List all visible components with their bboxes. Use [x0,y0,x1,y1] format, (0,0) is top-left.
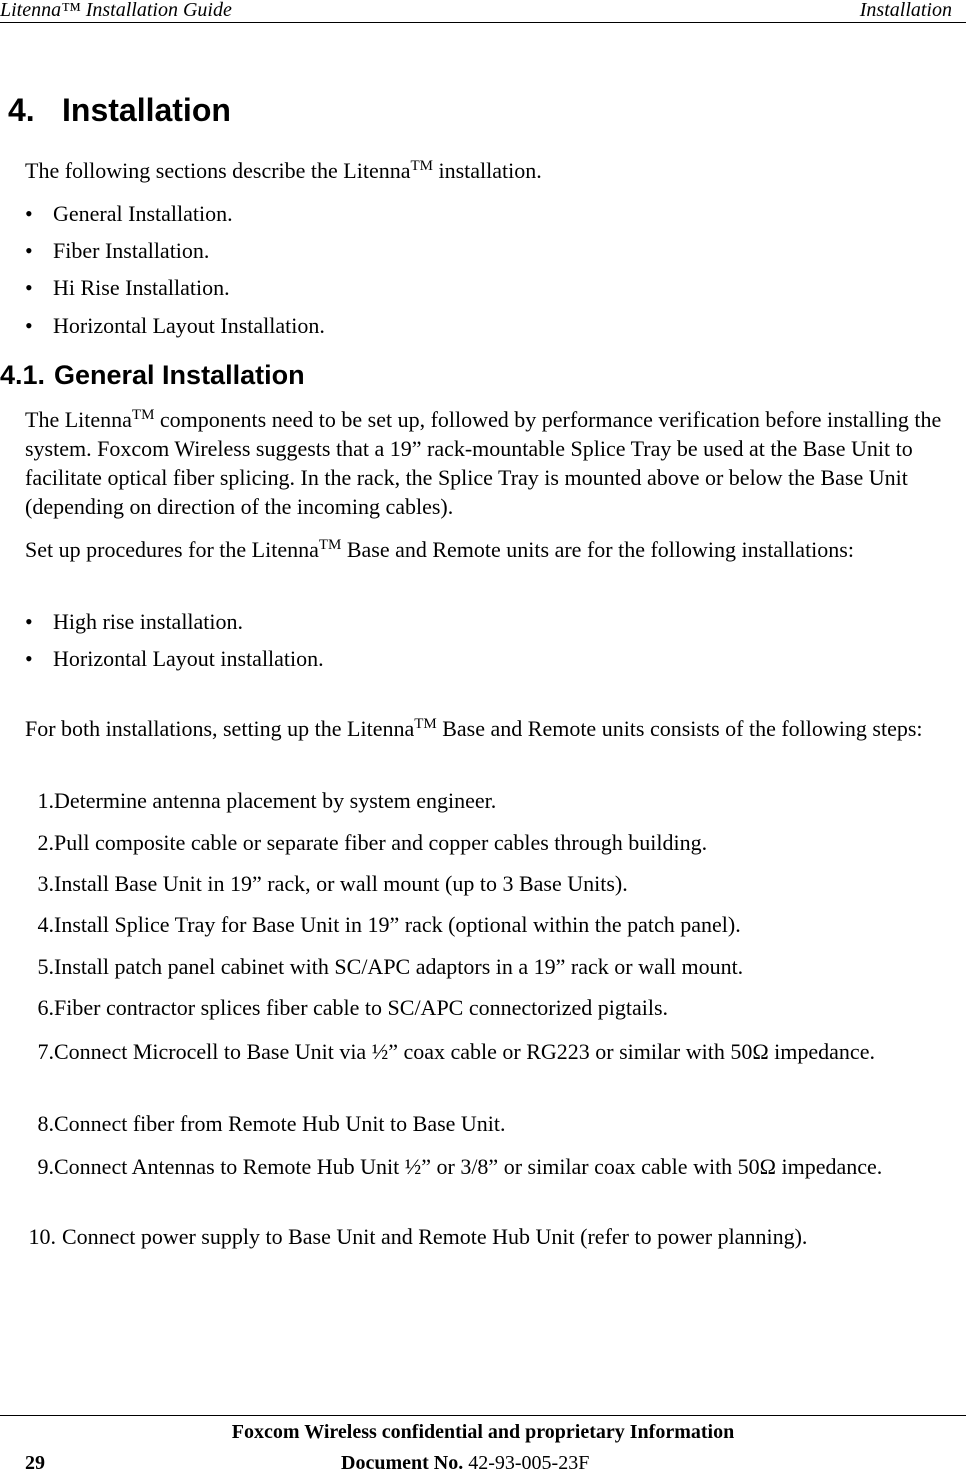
bullet-icon: • [25,646,33,671]
step-item: 9. Connect Antennas to Remote Hub Unit ½” or 3/8” or similar coax cable with 50Ω impedance. [37,1154,883,1179]
page-number: 29 [25,1452,45,1474]
trademark: TM [318,537,342,553]
subsection-heading [0,360,305,391]
document-number: Document No. 42-93-005-23F [341,1452,590,1474]
step-item: 5. Install patch panel cabinet with SC/APC adaptors in a 19” rack or wall mount. [37,954,744,979]
section-title: Installation [62,92,231,128]
section-heading [8,92,231,129]
list-item: • General Installation. [25,201,233,226]
list-item: • Hi Rise Installation. [25,275,230,300]
subsection-number: 4.1. [0,360,46,390]
subsection-title: General Installation [54,360,305,390]
step-item: 10. Connect power supply to Base Unit and Remote Hub Unit (refer to power planning). [28,1224,808,1249]
trademark: TM [410,158,433,174]
paragraph-2: Set up procedures for the Litenna™ Base and Remote units are for the following installations: [25,537,854,562]
header-title: Litenna™ Installation Guide [0,0,232,21]
step-item: 8. Connect fiber from Remote Hub Unit to Base Unit. [37,1111,506,1136]
bullet-icon: • [25,201,33,226]
step-item: 7. Connect Microcell to Base Unit via ½” coax cable or RG223 or similar with 50Ω impedance. [37,1039,875,1064]
footer-confidential: Foxcom Wireless confidential and proprietary Information [231,1421,735,1443]
list-item: • High rise installation. [25,609,244,634]
step-item: 6. Fiber contractor splices fiber cable to SC/APC connectorized pigtails. [37,995,669,1020]
paragraph-1: The Litenna™ components need to be set up, followed by performance verification before installing the system. Foxcom Wireless suggests that a 19” rack-mountable Splice Tray be used at the Base Unit to facilitate optical fiber splicing. In the rack, the Splice Tray is mounted above or below the Base Unit (depending on direction of the incoming cables). [25,407,942,519]
trademark: TM [131,407,155,423]
header-section: Installation [859,0,952,21]
bullet-icon: • [25,313,33,338]
trademark: TM [414,716,437,732]
step-item: 1. Determine antenna placement by system engineer. [37,788,497,813]
list-item: • Horizontal Layout installation. [25,646,324,671]
page-header [0,0,966,23]
intro-paragraph: The following sections describe the Litenna™ installation. [25,158,542,183]
section-number: 4. [8,92,35,128]
list-item: • Horizontal Layout Installation. [25,313,325,338]
list-item: • Fiber Installation. [25,238,210,263]
step-item: 4. Install Splice Tray for Base Unit in 19” rack (optional within the patch panel). [37,912,741,937]
bullet-icon: • [25,238,33,263]
bullet-icon: • [25,275,33,300]
bullet-icon: • [25,609,33,634]
paragraph-3: For both installations, setting up the Litenna™ Base and Remote units consists of the following steps: [25,716,923,741]
step-item: 2. Pull composite cable or separate fiber and copper cables through building. [37,830,708,855]
footer-divider [0,1415,966,1416]
step-item: 3. Install Base Unit in 19” rack, or wall mount (up to 3 Base Units). [37,871,628,896]
